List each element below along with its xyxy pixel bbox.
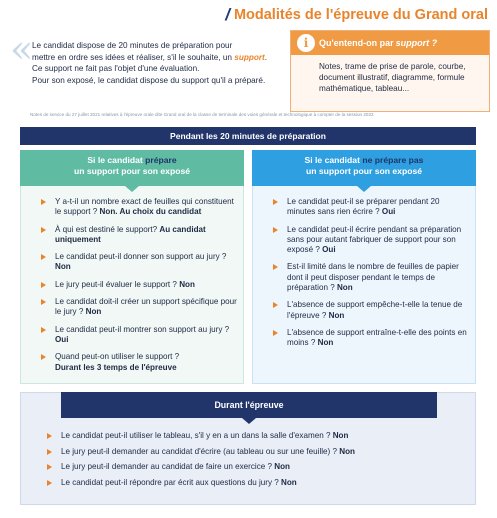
list-item (43, 447, 463, 458)
list-item (43, 478, 463, 489)
support-definition-heading (291, 31, 489, 55)
intro-line-1: Le candidat dispose de 20 minutes de préparation pour (32, 41, 233, 50)
no-support-column (252, 150, 476, 384)
question: Quand peut-on utiliser le support ? (55, 352, 180, 362)
triangle-bullet-icon (47, 449, 52, 455)
triangle-bullet-icon (273, 264, 278, 270)
question: Le jury peut-il demander au candidat d'écrire (au tableau ou sur une feuille) ? (61, 446, 338, 456)
triangle-bullet-icon (41, 282, 46, 288)
intro-highlight-support: support (234, 52, 265, 62)
support-definition-box (290, 30, 490, 112)
question: Le jury peut-il évaluer le support ? (55, 279, 177, 289)
list-item (37, 225, 237, 246)
list-item (43, 431, 463, 442)
question: Est-il limité dans le nombre de feuilles de papier dont il peut disposer pendant le temps de préparation ? (287, 262, 459, 293)
triangle-bullet-icon (47, 464, 52, 470)
list-item (37, 352, 237, 373)
list-item (37, 280, 237, 290)
left-head-pre: Si le candidat (87, 155, 143, 165)
answer: Non (339, 446, 355, 456)
question: Le candidat peut-il montrer son support au jury ? (55, 324, 230, 334)
intro-block (8, 27, 284, 102)
triangle-bullet-icon (273, 227, 278, 233)
answer: Non (85, 307, 102, 317)
answer: Non (55, 262, 71, 272)
intro-line-4: Pour son exposé, le candidat dispose du support qu'il a préparé. (32, 75, 266, 85)
prepares-support-heading (20, 150, 244, 186)
triangle-bullet-icon (41, 327, 46, 333)
list-item (37, 297, 237, 318)
question: Le candidat peut-il écrire pendant sa préparation sans pour autant fabriquer de support pour son exposé ? (287, 224, 462, 255)
question: L'absence de support empêche-t-elle la tenue de l'épreuve ? (287, 300, 463, 320)
support-definition-body: Notes, trame de prise de parole, courbe, document illustratif, diagramme, formule mathématique, tableau... (319, 62, 466, 93)
preparation-band: Pendant les 20 minutes de préparation (20, 127, 476, 145)
intro-line-2-end: . (264, 52, 268, 62)
intro-line-3: Ce support ne fait pas l'objet d'une évaluation. (32, 64, 200, 74)
prepares-support-column (20, 150, 244, 384)
answer: Au candidat uniquement (55, 224, 206, 244)
left-head-highlight: prépare (145, 155, 177, 165)
page-header (222, 4, 494, 26)
triangle-bullet-icon (41, 227, 46, 233)
triangle-bullet-icon (41, 199, 46, 205)
info-icon: i (297, 34, 315, 52)
slash-icon: / (225, 5, 230, 24)
list-item (269, 300, 469, 321)
triangle-bullet-icon (47, 433, 52, 439)
list-item (269, 197, 469, 218)
answer: Non (281, 478, 297, 488)
triangle-bullet-icon (273, 199, 278, 205)
intro-text (32, 40, 288, 86)
right-heading-notch (357, 186, 371, 192)
during-exam-list (43, 431, 463, 494)
footnote: Notes de service du 27 juillet 2021 relatives à l'épreuve orale dite Grand oral de la classe de terminale des voies générale et technologique à compter de la session 2022 (30, 112, 374, 117)
question: L'absence de support entraîne-t-elle des points en moins ? (287, 327, 467, 348)
question: Le candidat peut-il donner son support au jury ? (55, 252, 227, 262)
quote-icon: « (10, 27, 34, 71)
list-item (37, 325, 237, 346)
list-item (37, 252, 237, 273)
triangle-bullet-icon (41, 299, 46, 305)
no-support-list (269, 197, 469, 356)
answer: Non (317, 338, 334, 348)
triangle-bullet-icon (41, 254, 46, 260)
question: Le candidat peut-il utiliser le tableau, s'il y en a un dans la salle d'examen ? (61, 431, 331, 440)
question: Le candidat doit-il créer un support spécifique pour le jury ? (55, 297, 237, 317)
triangle-bullet-icon (273, 330, 278, 336)
answer: Non (328, 310, 345, 320)
triangle-bullet-icon (273, 302, 278, 308)
prepares-support-list (37, 197, 237, 380)
answer: Non (179, 279, 195, 289)
right-head-pre: Si le candidat (304, 155, 360, 165)
triangle-bullet-icon (47, 480, 52, 486)
list-item (37, 197, 237, 218)
answer: Non (332, 431, 349, 440)
answer: Non (336, 283, 353, 293)
right-head-line-2: un support pour son exposé (305, 166, 423, 176)
page-title: Modalités de l'épreuve du Grand oral (233, 7, 488, 23)
during-exam-heading: Durant l'épreuve (61, 392, 437, 418)
answer: Oui (55, 334, 69, 344)
answer: Non. Au choix du candidat (99, 207, 202, 217)
list-item (269, 328, 469, 349)
left-heading-notch (125, 186, 139, 192)
answer: Non (274, 462, 290, 472)
left-head-line-2: un support pour son exposé (73, 166, 191, 176)
question: Le candidat peut-il répondre par écrit aux questions du jury ? (61, 478, 279, 488)
during-heading-notch (242, 418, 256, 424)
answer: Oui (381, 207, 396, 217)
question: Le jury peut-il demander au candidat de faire un exercice ? (61, 462, 273, 472)
intro-line-2: mettre en ordre ses idées et réaliser, s'il le souhaite, un (32, 52, 235, 62)
triangle-bullet-icon (41, 354, 46, 360)
list-item (269, 262, 469, 293)
question: À qui est destiné le support? (55, 224, 158, 234)
question: Y a-t-il un nombre exact de feuilles qui constituent le support ? (55, 197, 234, 217)
during-exam-box (20, 392, 476, 505)
question: Le candidat peut-il se préparer pendant 20 minutes sans rien écrire ? (287, 197, 440, 217)
answer: Durant les 3 temps de l'épreuve (55, 362, 177, 372)
answer: Oui (322, 245, 336, 255)
list-item (43, 462, 463, 473)
support-heading-text: Qu'entend-on par (319, 38, 394, 48)
no-support-heading (252, 150, 476, 186)
support-heading-highlight: support ? (395, 38, 438, 48)
list-item (269, 225, 469, 256)
right-head-highlight: ne prépare pas (362, 155, 424, 165)
